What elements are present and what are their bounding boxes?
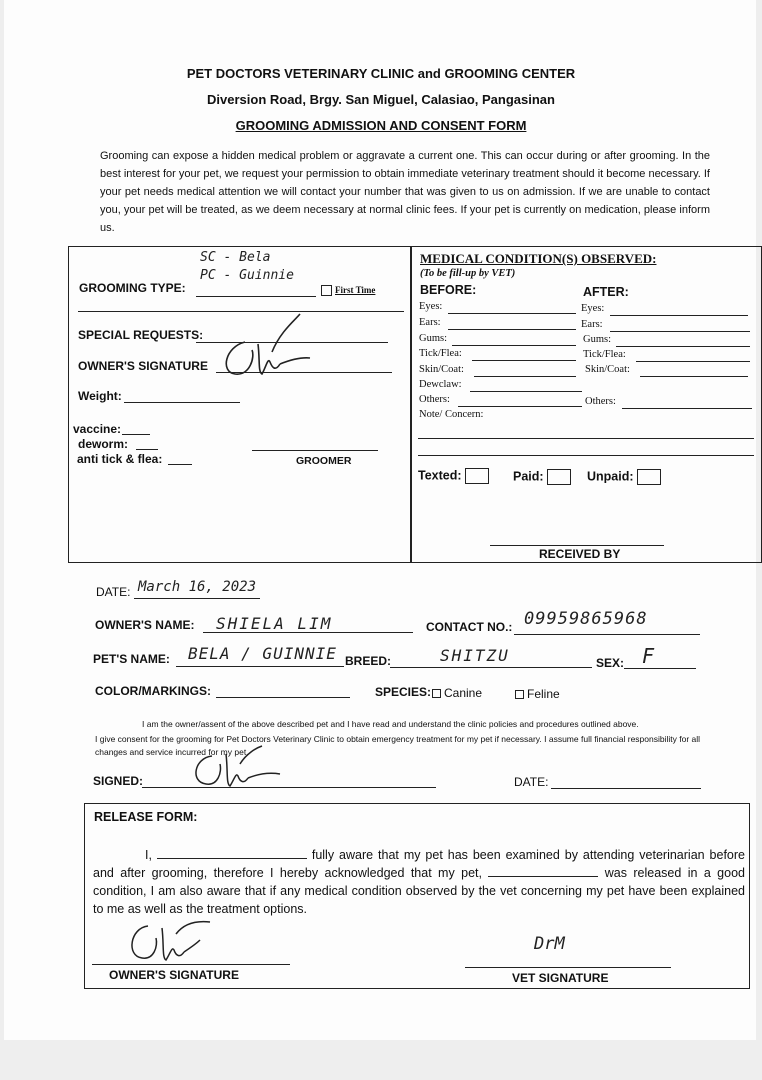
consent-line-2: I give consent for the grooming for Pet Doctors Veterinary Clinic to obtain emergency treatment for my pet if necessary. I assume full financial responsibility for all changes and service incurred for my pet. — [95, 734, 701, 757]
date-label: DATE: — [96, 585, 131, 599]
after-gums-field[interactable] — [616, 346, 750, 347]
breed-label: BREED: — [345, 654, 392, 668]
feline-label: Feline — [527, 687, 560, 701]
release-pet-field[interactable] — [488, 864, 598, 877]
contact-value: 09959865968 — [524, 609, 648, 629]
clinic-name: PET DOCTORS VETERINARY CLINIC and GROOMING CENTER — [186, 66, 576, 81]
pet-name-value: BELA / GUINNIE — [188, 644, 337, 663]
clinic-address: Diversion Road, Brgy. San Miguel, Calasiao, Pangasinan — [207, 92, 555, 107]
received-by-label: RECEIVED BY — [539, 547, 621, 561]
before-tick-label: Tick/Flea: — [419, 348, 462, 359]
owner-name-field[interactable] — [203, 632, 413, 633]
release-owner-signature-mark — [124, 916, 218, 964]
release-text — [93, 846, 745, 918]
sex-field[interactable] — [624, 668, 696, 669]
vet-signature-field[interactable] — [465, 967, 671, 968]
breed-field[interactable] — [390, 667, 592, 668]
note-label: Note/ Concern: — [419, 409, 484, 420]
vet-signature-label: VET SIGNATURE — [512, 971, 609, 985]
unpaid-box — [637, 469, 661, 485]
after-others-field[interactable] — [622, 408, 752, 409]
consent-date-field[interactable] — [551, 788, 701, 789]
date-field[interactable] — [134, 598, 260, 599]
before-ears-label: Ears: — [419, 317, 441, 328]
weight-field[interactable] — [124, 402, 240, 403]
note-line-1[interactable] — [418, 438, 754, 439]
before-skin-label: Skin/Coat: — [419, 364, 464, 375]
signed-label: SIGNED: — [93, 774, 144, 788]
canine-checkbox — [432, 689, 441, 698]
release-text-c: was released in a good condition, I am also aware that if any medical condition observed by the vet concerning my pet have been explained to me as well as the treatment options. — [93, 866, 745, 916]
unpaid-label: Unpaid: — [587, 469, 634, 484]
grooming-type-field[interactable] — [196, 296, 316, 297]
before-tick-field[interactable] — [472, 360, 576, 361]
anti-tick-field[interactable] — [168, 464, 192, 465]
before-others-label: Others: — [419, 394, 450, 405]
before-skin-field[interactable] — [474, 376, 576, 377]
vaccine-field[interactable] — [122, 434, 150, 435]
owner-signature-mark — [210, 312, 320, 382]
unpaid-checkbox[interactable] — [587, 469, 661, 485]
before-dewclaw-label: Dewclaw: — [419, 379, 462, 390]
anti-tick-label: anti tick & flea: — [77, 452, 163, 466]
consent-date-label: DATE: — [514, 775, 549, 789]
first-time-checkbox[interactable] — [321, 285, 375, 296]
after-gums-label: Gums: — [583, 334, 612, 345]
paid-label: Paid: — [513, 469, 544, 484]
texted-label: Texted: — [418, 468, 462, 483]
contact-field[interactable] — [514, 634, 700, 635]
after-ears-field[interactable] — [610, 331, 750, 332]
paid-checkbox[interactable] — [513, 469, 571, 485]
paid-box — [547, 469, 571, 485]
before-dewclaw-field[interactable] — [470, 391, 582, 392]
release-text-a: I, — [145, 848, 152, 862]
breed-value: SHITZU — [440, 646, 510, 665]
deworm-label: deworm: — [78, 437, 129, 451]
color-label: COLOR/MARKINGS: — [95, 684, 211, 698]
checkbox-square — [321, 285, 332, 296]
consent-signature-mark — [186, 744, 286, 790]
before-gums-label: Gums: — [419, 333, 448, 344]
owner-signature-label: OWNER'S SIGNATURE — [78, 359, 208, 373]
grooming-type-label: GROOMING TYPE: — [79, 281, 186, 295]
groomer-field[interactable] — [252, 450, 378, 451]
vet-initials: DrM — [534, 934, 565, 954]
before-eyes-label: Eyes: — [419, 301, 443, 312]
before-ears-field[interactable] — [448, 329, 576, 330]
canine-option[interactable] — [432, 686, 482, 700]
canine-label: Canine — [444, 686, 483, 700]
medical-subtitle: (To be fill-up by VET) — [420, 268, 516, 279]
received-by-field[interactable] — [490, 545, 664, 546]
texted-box — [465, 468, 489, 484]
first-time-label: First Time — [335, 285, 376, 295]
before-others-field[interactable] — [458, 406, 582, 407]
color-field[interactable] — [216, 697, 350, 698]
special-requests-label: SPECIAL REQUESTS: — [78, 328, 204, 342]
species-label: SPECIES: — [375, 685, 432, 699]
before-label: BEFORE: — [420, 283, 477, 297]
before-gums-field[interactable] — [452, 345, 576, 346]
sex-value: F — [642, 644, 655, 668]
form-title: GROOMING ADMISSION AND CONSENT FORM — [235, 118, 527, 133]
after-tick-label: Tick/Flea: — [583, 349, 626, 360]
intro-paragraph: Grooming can expose a hidden medical problem or aggravate a current one. This can occur during or after grooming. In the best interest for your pet, we request your permission to obtain immediate veterinary treatment should it become necessary. If your pet needs medical attention we will contact your number that was given to us on admission. If we are unable to contact you, your pet will be treated, as we deem necessary at normal clinic fees. If your pet is currently on medication, please inform us. — [100, 150, 710, 234]
deworm-field[interactable] — [136, 449, 158, 450]
feline-checkbox — [515, 690, 524, 699]
release-text-b: fully aware that my pet has been examined by attending veterinarian before and after grooming, therefore I hereby acknowledged that my pet, — [93, 848, 745, 880]
vaccine-label: vaccine: — [73, 422, 122, 436]
after-eyes-label: Eyes: — [581, 303, 605, 314]
after-eyes-field[interactable] — [610, 315, 748, 316]
after-tick-field[interactable] — [636, 361, 750, 362]
grooming-type-value-1: SC - Bela — [200, 250, 271, 265]
before-eyes-field[interactable] — [448, 313, 576, 314]
pet-name-field[interactable] — [176, 666, 344, 667]
release-owner-signature-field[interactable] — [92, 964, 290, 965]
after-label: AFTER: — [583, 285, 629, 299]
after-skin-field[interactable] — [640, 376, 748, 377]
after-skin-label: Skin/Coat: — [585, 364, 630, 375]
consent-line-1: I am the owner/assent of the above described pet and I have read and understand the clinic policies and procedures outlined above. — [142, 719, 639, 729]
sex-label: SEX: — [596, 656, 625, 670]
feline-option[interactable] — [515, 687, 560, 701]
grooming-type-value-2: PC - Guinnie — [200, 268, 294, 283]
owner-name-value: SHIELA LIM — [216, 614, 333, 633]
after-others-label: Others: — [585, 396, 616, 407]
medical-title: MEDICAL CONDITION(S) OBSERVED: — [420, 251, 657, 266]
note-line-2[interactable] — [418, 455, 754, 456]
contact-label: CONTACT NO.: — [426, 620, 513, 634]
groomer-label: GROOMER — [296, 455, 352, 467]
release-name-field[interactable] — [157, 846, 307, 859]
texted-checkbox[interactable] — [418, 468, 489, 484]
date-value: March 16, 2023 — [138, 579, 257, 595]
release-owner-signature-label: OWNER'S SIGNATURE — [109, 968, 239, 982]
weight-label: Weight: — [78, 389, 122, 403]
owner-name-label: OWNER'S NAME: — [95, 618, 195, 632]
pet-name-label: PET'S NAME: — [93, 652, 170, 666]
release-title: RELEASE FORM: — [94, 810, 198, 824]
after-ears-label: Ears: — [581, 319, 603, 330]
